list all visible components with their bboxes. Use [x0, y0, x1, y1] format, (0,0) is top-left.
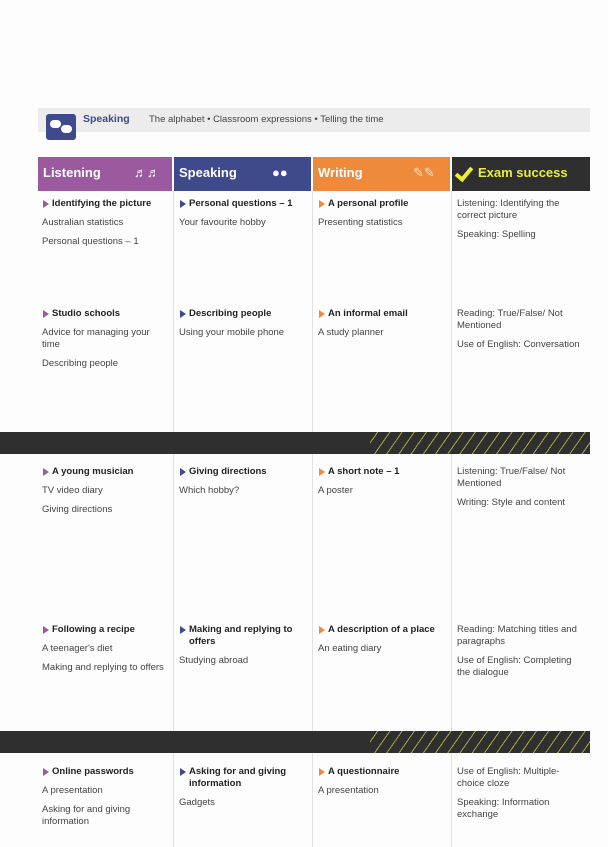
cell-line: Making and replying to offers	[42, 662, 164, 673]
cell-title: A short note – 1	[318, 466, 446, 478]
header-exam-success	[452, 157, 590, 191]
cell-title: A young musician	[42, 466, 170, 478]
unit-divider	[0, 432, 590, 454]
cell-line: Studying abroad	[179, 655, 249, 666]
table-cell	[179, 308, 307, 346]
cell-title: A questionnaire	[318, 766, 446, 778]
table-cell	[179, 198, 307, 236]
cell-title: Asking for and giving information	[179, 766, 307, 790]
header-listening	[38, 157, 172, 191]
cell-line: Listening: True/False/ Not Mentioned	[457, 466, 566, 489]
cell-line: Australian statistics	[42, 217, 124, 228]
cell-title: Making and replying to offers	[179, 624, 307, 648]
cell-title: Following a recipe	[42, 624, 170, 636]
cell-line: An eating diary	[318, 643, 382, 654]
cell-line: Gadgets	[179, 797, 215, 808]
cell-title: Giving directions	[179, 466, 307, 478]
header-label: Listening	[43, 165, 101, 180]
table-cell	[457, 766, 585, 828]
table-cell	[42, 308, 170, 377]
header-label: Writing	[318, 165, 363, 180]
cell-title: An informal email	[318, 308, 446, 320]
table-cell	[318, 466, 446, 504]
table-cell	[179, 624, 307, 674]
header-speaking	[174, 157, 311, 191]
unit-divider	[0, 731, 590, 753]
cell-line: Describing people	[42, 358, 119, 369]
cell-line: A presentation	[42, 785, 103, 796]
cell-line: Giving directions	[42, 504, 113, 515]
cell-line: Use of English: Multiple-choice cloze	[457, 766, 560, 789]
cell-line: A poster	[318, 485, 353, 496]
table-cell	[42, 198, 170, 255]
cell-line: Reading: Matching titles and paragraphs	[457, 624, 577, 647]
table-cell	[179, 466, 307, 504]
cell-line: Asking for and giving information	[42, 804, 131, 827]
cell-line: A teenager's diet	[42, 643, 113, 654]
cell-line: Speaking: Information exchange	[457, 797, 550, 820]
table-cell	[457, 466, 585, 516]
header-label: Exam success	[478, 165, 568, 180]
pencil-icon: ✎✎	[413, 165, 435, 180]
cell-line: Advice for managing your time	[42, 327, 150, 350]
cell-title: Studio schools	[42, 308, 170, 320]
header-label: Speaking	[179, 165, 237, 180]
cell-line: Use of English: Conversation	[457, 339, 580, 350]
speaking-strip-text: The alphabet • Classroom expressions • Telling the time	[149, 114, 384, 125]
cell-line: A study planner	[318, 327, 384, 338]
table-cell	[42, 466, 170, 523]
table-cell	[457, 198, 585, 248]
cell-line: Personal questions – 1	[42, 236, 139, 247]
cell-line: TV video diary	[42, 485, 103, 496]
cell-line: Speaking: Spelling	[457, 229, 536, 240]
header-writing	[313, 157, 450, 191]
speaking-strip-title: Speaking	[83, 113, 130, 125]
cell-title: Identifying the picture	[42, 198, 170, 210]
table-cell	[318, 624, 446, 662]
speech-bubbles-icon: ●●	[272, 165, 288, 180]
cell-line: Use of English: Completing the dialogue	[457, 655, 572, 678]
cell-line: Listening: Identifying the correct picture	[457, 198, 560, 221]
table-cell	[42, 766, 170, 835]
checkmark-icon	[457, 160, 471, 182]
table-cell	[179, 766, 307, 816]
table-cell	[318, 766, 446, 804]
table-cell	[42, 624, 170, 681]
cell-title: A personal profile	[318, 198, 446, 210]
speech-bubbles-icon	[46, 114, 76, 140]
table-cell	[318, 198, 446, 236]
cell-line: Reading: True/False/ Not Mentioned	[457, 308, 563, 331]
cell-line: Using your mobile phone	[179, 327, 285, 338]
headphones-icon: ♬♬	[134, 165, 160, 180]
cell-title: Describing people	[179, 308, 307, 320]
table-cell	[318, 308, 446, 346]
cell-title: Personal questions – 1	[179, 198, 307, 210]
table-cell	[457, 308, 585, 358]
speaking-strip	[38, 108, 590, 132]
cell-title: Online passwords	[42, 766, 170, 778]
table-cell	[457, 624, 585, 686]
cell-line: Your favourite hobby	[179, 217, 266, 228]
cell-title: A description of a place	[318, 624, 446, 636]
cell-line: Writing: Style and content	[457, 497, 566, 508]
cell-line: Which hobby?	[179, 485, 240, 496]
cell-line: A presentation	[318, 785, 379, 796]
cell-line: Presenting statistics	[318, 217, 403, 228]
